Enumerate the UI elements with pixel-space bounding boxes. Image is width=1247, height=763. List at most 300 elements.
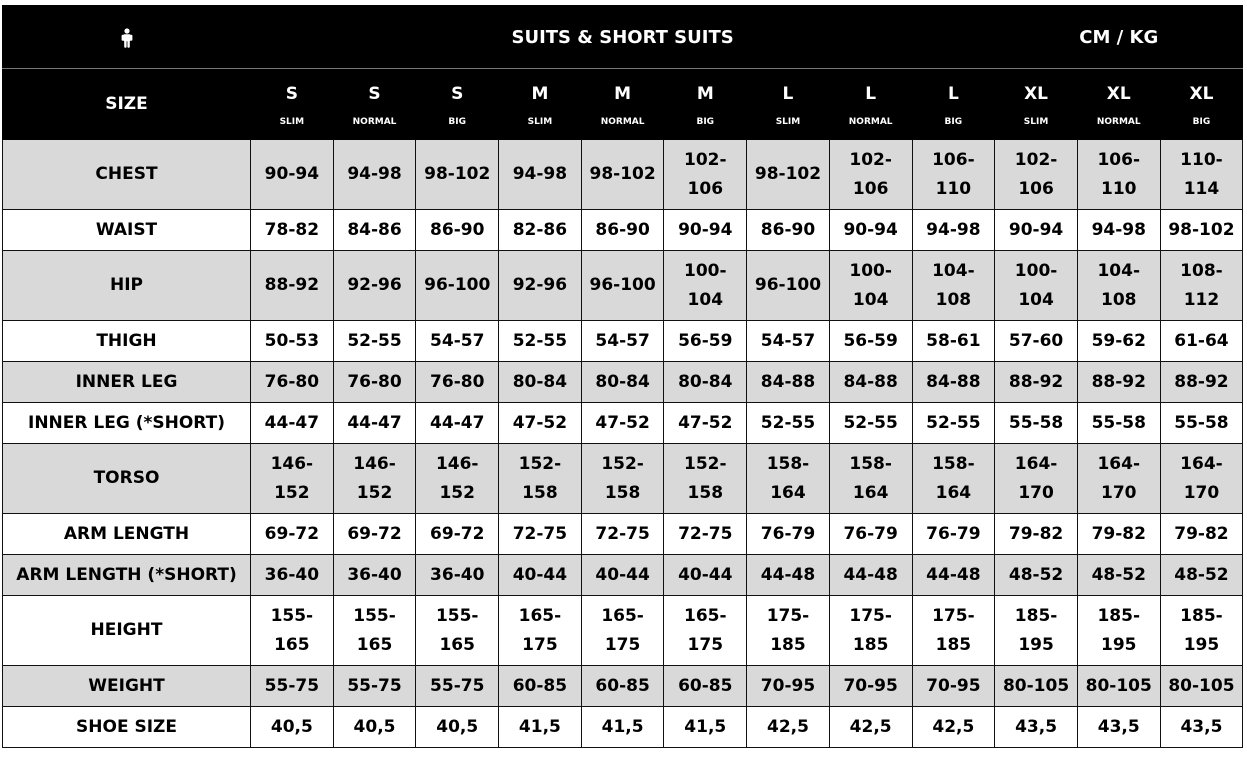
- measurement-label: WEIGHT: [3, 666, 251, 707]
- cell-value: 54-57: [430, 330, 485, 351]
- cell-value: 98-102: [754, 164, 822, 184]
- cell-value: 88-92: [1008, 371, 1064, 392]
- cell-value: 165-: [518, 605, 562, 626]
- cell-value: 60-85: [595, 675, 650, 696]
- cell-value: 185-: [1180, 605, 1223, 626]
- measurement-cell: [1160, 555, 1243, 596]
- cell-value: 60-85: [678, 675, 733, 696]
- cell-value: 80-105: [1002, 675, 1070, 696]
- fit-type: BIG: [696, 117, 715, 127]
- measurement-cell: [499, 321, 582, 362]
- cell-value: 55-58: [1091, 412, 1146, 433]
- cell-value: 164-: [1180, 453, 1223, 474]
- measurement-cell: [416, 555, 499, 596]
- cell-value: 185: [935, 634, 972, 655]
- fit-type: NORMAL: [848, 117, 893, 127]
- measurement-cell: [333, 596, 416, 666]
- measurement-cell: [581, 444, 664, 514]
- measurement-cell: [747, 514, 830, 555]
- measurement-cell: [333, 362, 416, 403]
- cell-value: 58-61: [926, 330, 981, 351]
- cell-value: 42,5: [766, 716, 809, 737]
- cell-value: 40-44: [595, 564, 650, 585]
- cell-value: 158-: [932, 453, 975, 474]
- cell-value: 54-57: [760, 330, 816, 351]
- measurement-cell: [747, 707, 830, 748]
- fit-type: BIG: [944, 117, 963, 127]
- measurement-cell: [995, 666, 1078, 707]
- measurement-cell: [581, 140, 664, 210]
- cell-value: 175: [687, 634, 724, 655]
- measurement-cell: [581, 555, 664, 596]
- cell-value: 55-58: [1008, 412, 1064, 433]
- cell-value: 175: [604, 634, 641, 655]
- measurement-cell: [912, 210, 995, 251]
- measurement-cell: [664, 555, 747, 596]
- measurement-cell: [995, 514, 1078, 555]
- cell-value: 76-80: [430, 371, 485, 392]
- measurement-label: INNER LEG: [3, 362, 251, 403]
- cell-value: 195: [1183, 634, 1220, 655]
- measurement-cell: [416, 707, 499, 748]
- measurement-cell: [912, 444, 995, 514]
- measurement-cell: [995, 362, 1078, 403]
- cell-value: 106-: [1097, 149, 1141, 170]
- size-header-cell: [1160, 69, 1243, 140]
- cell-value: 50-53: [264, 330, 320, 351]
- cell-value: 165: [356, 634, 393, 655]
- cell-value: 42,5: [932, 716, 975, 737]
- cell-value: 92-96: [512, 275, 568, 295]
- cell-value: 164: [852, 482, 889, 503]
- measurement-cell: [1077, 596, 1160, 666]
- measurement-cell: [499, 555, 582, 596]
- measurement-cell: [747, 596, 830, 666]
- cell-value: 84-88: [843, 371, 898, 392]
- measurement-cell: [664, 596, 747, 666]
- cell-value: 146-: [435, 453, 479, 474]
- cell-value: 47-52: [678, 412, 733, 433]
- measurement-label: TORSO: [3, 444, 251, 514]
- size-code: L: [865, 84, 877, 104]
- measurement-cell: [664, 210, 747, 251]
- measurement-cell: [829, 444, 912, 514]
- cell-value: 98-102: [1168, 219, 1235, 240]
- measurement-label: HIP: [3, 251, 251, 321]
- cell-value: 152: [274, 482, 310, 503]
- cell-value: 165: [439, 634, 475, 655]
- cell-value: 69-72: [430, 523, 485, 544]
- size-code: XL: [1106, 84, 1131, 104]
- cell-value: 164-: [1097, 453, 1141, 474]
- measurement-cell: [1077, 444, 1160, 514]
- size-code: S: [451, 84, 464, 104]
- cell-value: 72-75: [512, 523, 568, 544]
- measurement-label: INNER LEG (*SHORT): [3, 403, 251, 444]
- cell-value: 94-98: [347, 164, 402, 184]
- cell-value: 108: [935, 289, 972, 310]
- measurement-cell: [912, 666, 995, 707]
- cell-value: 90-94: [264, 164, 320, 184]
- measurement-cell: [664, 362, 747, 403]
- cell-value: 165-: [684, 605, 727, 626]
- measurement-cell: [747, 251, 830, 321]
- measurement-cell: [747, 666, 830, 707]
- cell-value: 47-52: [595, 412, 650, 433]
- measurement-cell: [829, 555, 912, 596]
- measurement-cell: [747, 210, 830, 251]
- cell-value: 106-: [932, 149, 975, 170]
- size-header-cell: [1077, 69, 1160, 140]
- measurement-cell: [499, 362, 582, 403]
- cell-value: 98-102: [424, 164, 491, 184]
- measurement-cell: [829, 707, 912, 748]
- table-row: [3, 403, 1243, 444]
- cell-value: 195: [1101, 634, 1137, 655]
- cell-value: 43,5: [1180, 716, 1223, 737]
- cell-value: 44-48: [843, 564, 898, 585]
- measurement-cell: [995, 321, 1078, 362]
- cell-value: 40,5: [436, 716, 479, 737]
- measurement-cell: [251, 251, 334, 321]
- table-row: [3, 140, 1243, 210]
- cell-value: 88-92: [1091, 371, 1146, 392]
- cell-value: 80-105: [1085, 675, 1152, 696]
- measurement-cell: [1160, 210, 1243, 251]
- cell-value: 70-95: [926, 675, 981, 696]
- size-header-cell: [829, 69, 912, 140]
- cell-value: 155-: [270, 605, 314, 626]
- size-code: M: [531, 84, 549, 104]
- measurement-cell: [747, 362, 830, 403]
- cell-value: 76-80: [264, 371, 320, 392]
- size-row: [3, 69, 1243, 140]
- cell-value: 80-84: [512, 371, 568, 392]
- cell-value: 56-59: [843, 330, 898, 351]
- measurement-cell: [995, 707, 1078, 748]
- measurement-label: THIGH: [3, 321, 251, 362]
- measurement-cell: [416, 444, 499, 514]
- table-row: [3, 514, 1243, 555]
- measurement-cell: [581, 403, 664, 444]
- cell-value: 52-55: [347, 330, 402, 351]
- measurement-cell: [747, 444, 830, 514]
- size-code: XL: [1189, 84, 1214, 104]
- measurement-cell: [912, 514, 995, 555]
- cell-value: 195: [1018, 634, 1054, 655]
- measurement-cell: [499, 596, 582, 666]
- cell-value: 84-86: [347, 219, 402, 240]
- size-code: S: [368, 84, 381, 104]
- measurement-cell: [581, 251, 664, 321]
- measurement-cell: [416, 140, 499, 210]
- cell-value: 152: [439, 482, 475, 503]
- cell-value: 55-75: [264, 675, 320, 696]
- cell-value: 104-: [932, 260, 975, 281]
- measurement-cell: [912, 362, 995, 403]
- cell-value: 47-52: [512, 412, 568, 433]
- measurement-cell: [581, 596, 664, 666]
- measurement-cell: [1160, 514, 1243, 555]
- cell-value: 72-75: [595, 523, 650, 544]
- fit-type: SLIM: [1023, 117, 1049, 127]
- measurement-cell: [1077, 514, 1160, 555]
- cell-value: 36-40: [347, 564, 402, 585]
- measurement-cell: [416, 666, 499, 707]
- size-header-cell: [912, 69, 995, 140]
- measurement-cell: [333, 403, 416, 444]
- cell-value: 92-96: [347, 275, 402, 295]
- measurement-cell: [333, 555, 416, 596]
- cell-value: 158: [687, 482, 724, 503]
- cell-value: 41,5: [684, 716, 727, 737]
- cell-value: 86-90: [760, 219, 816, 240]
- measurement-cell: [581, 321, 664, 362]
- measurement-cell: [1077, 140, 1160, 210]
- measurement-cell: [499, 666, 582, 707]
- measurement-cell: [664, 707, 747, 748]
- cell-value: 79-82: [1008, 523, 1064, 544]
- cell-value: 175: [522, 634, 558, 655]
- cell-value: 52-55: [926, 412, 981, 433]
- measurement-cell: [747, 403, 830, 444]
- cell-value: 48-52: [1174, 564, 1229, 585]
- size-code: L: [782, 84, 794, 104]
- cell-value: 70-95: [760, 675, 816, 696]
- measurement-label: SHOE SIZE: [3, 707, 251, 748]
- measurement-cell: [499, 444, 582, 514]
- table-row: [3, 555, 1243, 596]
- measurement-cell: [333, 707, 416, 748]
- cell-value: 110: [1101, 178, 1137, 199]
- cell-value: 90-94: [678, 219, 733, 240]
- cell-value: 86-90: [595, 219, 650, 240]
- size-header-cell: [251, 69, 334, 140]
- cell-value: 164: [770, 482, 806, 503]
- measurement-cell: [1077, 362, 1160, 403]
- cell-value: 100-: [1014, 260, 1058, 281]
- measurement-label: WAIST: [3, 210, 251, 251]
- fit-type: SLIM: [775, 117, 801, 127]
- measurement-cell: [1077, 251, 1160, 321]
- measurement-cell: [995, 210, 1078, 251]
- cell-value: 44-47: [347, 412, 402, 433]
- measurement-cell: [664, 403, 747, 444]
- measurement-cell: [1160, 444, 1243, 514]
- measurement-cell: [333, 444, 416, 514]
- cell-value: 165: [274, 634, 310, 655]
- cell-value: 165-: [601, 605, 644, 626]
- measurement-cell: [829, 140, 912, 210]
- cell-value: 110: [935, 178, 972, 199]
- cell-value: 88-92: [1174, 371, 1229, 392]
- cell-value: 36-40: [430, 564, 485, 585]
- measurement-cell: [995, 251, 1078, 321]
- measurement-cell: [995, 403, 1078, 444]
- cell-value: 55-58: [1174, 412, 1229, 433]
- measurement-cell: [581, 514, 664, 555]
- measurement-cell: [581, 362, 664, 403]
- cell-value: 96-100: [589, 275, 656, 295]
- measurement-cell: [912, 321, 995, 362]
- measurement-cell: [499, 707, 582, 748]
- cell-value: 106: [852, 178, 889, 199]
- cell-value: 69-72: [264, 523, 320, 544]
- cell-value: 90-94: [1008, 219, 1064, 240]
- cell-value: 43,5: [1015, 716, 1058, 737]
- size-code: M: [696, 84, 714, 104]
- size-chart: [2, 5, 1242, 748]
- table-row: [3, 596, 1243, 666]
- measurement-cell: [499, 403, 582, 444]
- measurement-cell: [581, 210, 664, 251]
- measurement-cell: [664, 514, 747, 555]
- measurement-cell: [664, 444, 747, 514]
- size-code: XL: [1024, 84, 1049, 104]
- cell-value: 86-90: [430, 219, 485, 240]
- cell-value: 175-: [932, 605, 975, 626]
- cell-value: 185: [770, 634, 806, 655]
- cell-value: 61-64: [1174, 330, 1229, 351]
- table-row: [3, 707, 1243, 748]
- measurement-label: ARM LENGTH (*SHORT): [3, 555, 251, 596]
- cell-value: 98-102: [589, 164, 656, 184]
- cell-value: 96-100: [754, 275, 822, 295]
- cell-value: 59-62: [1091, 330, 1146, 351]
- measurement-cell: [995, 555, 1078, 596]
- cell-value: 44-48: [760, 564, 816, 585]
- measurement-cell: [664, 251, 747, 321]
- cell-value: 76-79: [760, 523, 816, 544]
- cell-value: 52-55: [760, 412, 816, 433]
- measurement-cell: [1160, 251, 1243, 321]
- cell-value: 48-52: [1008, 564, 1064, 585]
- measurement-cell: [829, 321, 912, 362]
- cell-value: 185: [852, 634, 889, 655]
- measurement-cell: [499, 514, 582, 555]
- cell-value: 56-59: [678, 330, 733, 351]
- measurement-cell: [995, 444, 1078, 514]
- cell-value: 76-79: [926, 523, 981, 544]
- measurement-cell: [251, 596, 334, 666]
- measurement-cell: [1077, 403, 1160, 444]
- measurement-cell: [829, 403, 912, 444]
- size-header-cell: [416, 69, 499, 140]
- cell-value: 40,5: [270, 716, 313, 737]
- measurement-cell: [499, 140, 582, 210]
- cell-value: 170: [1018, 482, 1054, 503]
- fit-type: NORMAL: [600, 117, 645, 127]
- cell-value: 155-: [353, 605, 396, 626]
- cell-value: 60-85: [512, 675, 568, 696]
- cell-value: 44-47: [264, 412, 320, 433]
- cell-value: 94-98: [926, 219, 981, 240]
- cell-value: 104: [1018, 289, 1054, 310]
- cell-value: 52-55: [512, 330, 568, 351]
- measurement-cell: [499, 210, 582, 251]
- table-row: [3, 444, 1243, 514]
- size-code: L: [947, 84, 959, 104]
- cell-value: 80-84: [595, 371, 650, 392]
- size-label: SIZE: [3, 69, 251, 140]
- measurement-cell: [416, 362, 499, 403]
- measurement-cell: [829, 210, 912, 251]
- measurement-cell: [416, 321, 499, 362]
- cell-value: 43,5: [1097, 716, 1140, 737]
- measurement-label: HEIGHT: [3, 596, 251, 666]
- fit-type: BIG: [1192, 117, 1211, 127]
- measurement-cell: [581, 666, 664, 707]
- measurement-cell: [1160, 140, 1243, 210]
- cell-value: 94-98: [1091, 219, 1146, 240]
- cell-value: 76-79: [843, 523, 898, 544]
- cell-value: 164-: [1014, 453, 1058, 474]
- cell-value: 108-: [1180, 260, 1223, 281]
- measurement-cell: [664, 140, 747, 210]
- cell-value: 84-88: [926, 371, 981, 392]
- measurement-cell: [416, 596, 499, 666]
- measurement-cell: [251, 362, 334, 403]
- measurement-cell: [1160, 362, 1243, 403]
- table-row: [3, 251, 1243, 321]
- cell-value: 114: [1183, 178, 1220, 199]
- measurement-cell: [995, 596, 1078, 666]
- measurement-cell: [1077, 707, 1160, 748]
- table-row: [3, 362, 1243, 403]
- cell-value: 158-: [766, 453, 810, 474]
- size-header-cell: [664, 69, 747, 140]
- measurement-cell: [912, 403, 995, 444]
- cell-value: 42,5: [849, 716, 892, 737]
- cell-value: 41,5: [518, 716, 561, 737]
- cell-value: 104-: [1097, 260, 1141, 281]
- measurement-cell: [499, 251, 582, 321]
- table-row: [3, 210, 1243, 251]
- fit-type: NORMAL: [352, 117, 397, 127]
- icon-cell: [3, 6, 251, 69]
- measurement-cell: [995, 140, 1078, 210]
- measurement-cell: [1077, 666, 1160, 707]
- measurement-cell: [829, 666, 912, 707]
- cell-value: 55-75: [430, 675, 485, 696]
- cell-value: 44-47: [430, 412, 485, 433]
- cell-value: 40,5: [353, 716, 396, 737]
- size-header-cell: [995, 69, 1078, 140]
- fit-type: SLIM: [279, 117, 305, 127]
- measurement-cell: [912, 596, 995, 666]
- cell-value: 96-100: [424, 275, 491, 295]
- measurement-cell: [416, 403, 499, 444]
- measurement-cell: [251, 210, 334, 251]
- cell-value: 164: [935, 482, 972, 503]
- cell-value: 175-: [849, 605, 892, 626]
- measurement-cell: [251, 514, 334, 555]
- cell-value: 79-82: [1091, 523, 1146, 544]
- cell-value: 69-72: [347, 523, 402, 544]
- cell-value: 76-80: [347, 371, 402, 392]
- measurement-cell: [747, 321, 830, 362]
- cell-value: 112: [1183, 289, 1220, 310]
- units-label: CM / KG: [995, 6, 1243, 69]
- measurement-cell: [829, 362, 912, 403]
- measurement-cell: [416, 251, 499, 321]
- cell-value: 100-: [684, 260, 727, 281]
- table-body: [3, 140, 1243, 748]
- measurement-cell: [747, 555, 830, 596]
- measurement-cell: [251, 140, 334, 210]
- measurement-cell: [251, 403, 334, 444]
- cell-value: 90-94: [843, 219, 898, 240]
